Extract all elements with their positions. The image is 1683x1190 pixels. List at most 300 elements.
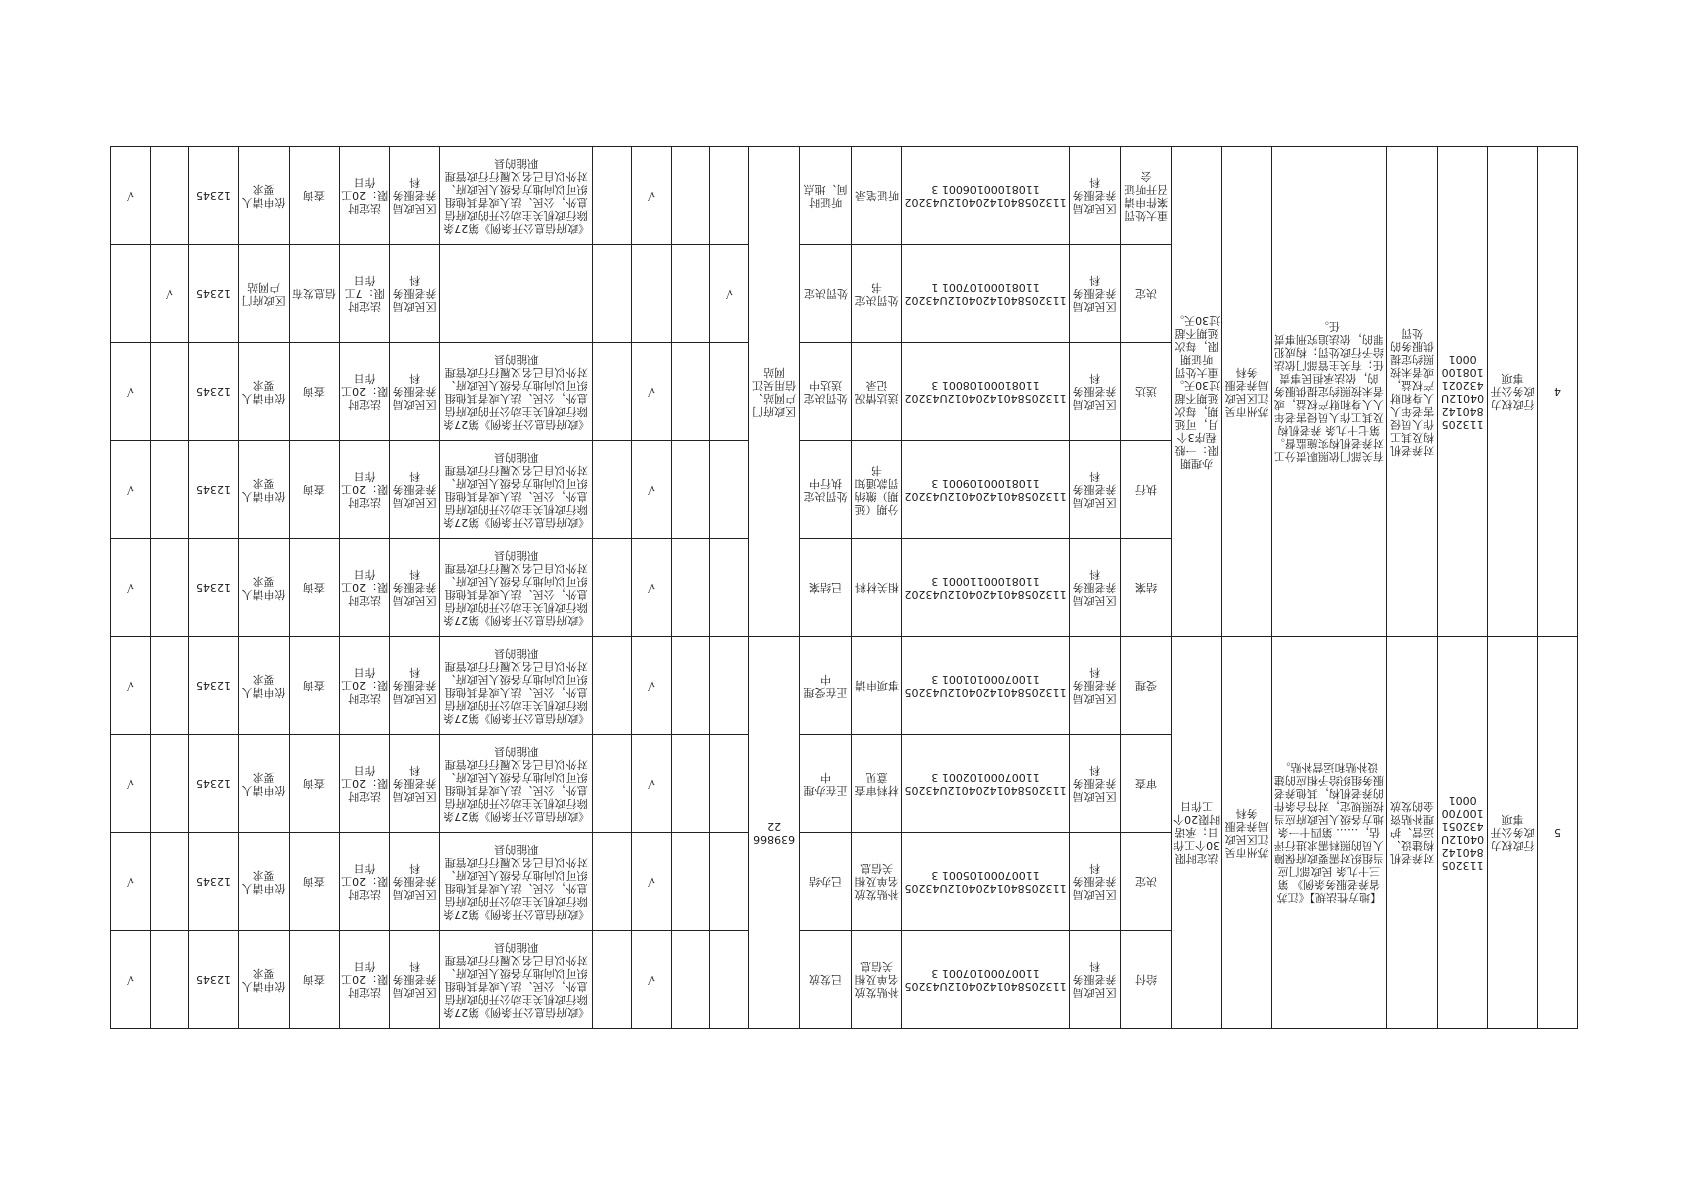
stage-cell [1120,245,1171,343]
deadline-cell [339,539,389,637]
empty-cell [593,735,632,833]
hotline-cell [189,539,239,637]
bodies-cell [389,637,439,735]
code-cell-text: 11320584014204012U4320511007000102001 3 [904,770,1067,797]
status-cell [800,147,852,245]
code-main-cell [1437,637,1487,1029]
site-cell-text: 区政府门户网站、信用吴江网站 [751,365,796,418]
bodies-cell-text: 区民政局养老服务科 [392,666,437,705]
bodies-cell-text: 区民政局养老服务科 [392,372,437,411]
way-cell-text: 依申请人要求 [241,378,286,405]
deadline-cell [339,441,389,539]
code-cell [902,637,1070,735]
hotline-cell [189,637,239,735]
no-cell [1538,637,1578,1029]
check-cell [150,245,189,343]
law-cell [439,245,592,343]
time-cell [1171,147,1221,637]
org-cell [1070,245,1120,343]
deadline-cell [339,735,389,833]
org-cell-text: 苏州市吴江区民政局养老服务科 [1224,365,1269,418]
bodies-cell [389,833,439,931]
status-cell-text: 已发放 [809,973,843,986]
check-cell-text: √ [725,287,733,300]
org-cell [1070,833,1120,931]
law-cell [439,931,592,1029]
no-cell-text: 4 [1554,385,1562,398]
info-cell-text: 相关材料 [854,581,899,594]
empty-cell [671,735,710,833]
deadline-cell [339,343,389,441]
category-cell [1488,147,1538,637]
mode-cell [289,147,339,245]
info-cell [852,147,902,245]
check-cell-text: √ [165,287,173,300]
check-cell-text: √ [126,385,134,398]
law-cell-text: 《政府信息公开条例》第27条 除行政机关主动公开的政府信息外，公民、法人或者其他组织可以向地方各级人民政府、对外以自己名义履行行政管理职能的县 [443,646,590,725]
org-cell-text: 区民政局养老服务科 [1073,176,1117,215]
code-cell-text: 11320584014204012U4320511007000101001 3 [904,672,1067,699]
bodies-cell-text: 区民政局养老服务科 [392,568,437,607]
empty-cell [593,931,632,1029]
name-cell [1386,147,1437,637]
check-cell-text: √ [126,189,134,202]
check-cell [111,833,151,931]
org-cell-text: 苏州市吴江区民政局养老服务科 [1224,806,1269,859]
deadline-cell [339,637,389,735]
hotline-cell-text: 12345 [196,287,232,300]
basis-cell [1271,637,1386,1029]
status-cell-text: 处罚决定 [803,287,848,300]
check-cell [150,539,189,637]
bodies-cell [389,735,439,833]
hotline-cell-text: 12345 [196,973,232,986]
mode-cell-text: 查询 [303,581,326,594]
org-cell-text: 区民政局养老服务科 [1073,470,1117,509]
time-cell-text: 办理期限：一般程序3个月，可延期，每次延期不超过30天。重大处罚听证期限，每次延期不超过30天。 [1172,313,1220,470]
empty-cell [593,637,632,735]
org-cell-text: 区民政局养老服务科 [1073,274,1117,313]
way-cell-text: 依申请人要求 [241,672,286,699]
hotline-cell [189,931,239,1029]
code-main-cell-text: 11320584014204012U4320211081000001 [1440,352,1484,431]
info-cell-text: 材料审查意见 [854,770,899,797]
bodies-cell-text: 区民政局养老服务科 [392,470,437,509]
check-cell [710,637,749,735]
category-cell-text: 行政权力政务公开事项 [1490,813,1535,852]
no-cell-text: 5 [1554,826,1562,839]
law-cell-text: 《政府信息公开条例》第27条 除行政机关主动公开的政府信息外，公民、法人或者其他组织可以向地方各级人民政府、对外以自己名义履行行政管理职能的县 [443,352,590,431]
info-cell-text: 补贴发放名单及相关信息 [854,960,899,999]
check-cell [631,539,671,637]
empty-cell [671,343,710,441]
way-cell [239,245,289,343]
status-cell-text: 处罚决定送达中 [803,378,848,405]
status-cell-text: 正在受理中 [803,672,848,699]
check-cell [710,441,749,539]
mode-cell-text: 查询 [303,189,326,202]
org-cell [1070,637,1120,735]
basis-cell [1271,147,1386,637]
law-cell [439,441,592,539]
bodies-cell-text: 区民政局养老服务科 [392,764,437,803]
check-cell [710,735,749,833]
code-cell-text: 11320584014204012U4320211081000110001 3 [904,574,1067,601]
way-cell-text: 依申请人要求 [241,476,286,503]
check-cell [710,539,749,637]
code-cell-text: 11320584014204012U4320211081000109001 3 [904,476,1067,503]
time-cell-text: 法定时限30个工作日；承诺时限20个工作日 [1172,800,1220,865]
check-cell-text: √ [647,973,655,986]
bodies-cell-text: 区民政局养老服务科 [392,176,437,215]
check-cell-text: √ [647,385,655,398]
info-cell [852,441,902,539]
code-cell [902,245,1070,343]
mode-cell [289,637,339,735]
status-cell [800,735,852,833]
info-cell [852,833,902,931]
check-cell-text: √ [647,189,655,202]
empty-cell [593,343,632,441]
phone-cell [748,637,799,1029]
org-cell-text: 区民政局养老服务科 [1073,764,1117,803]
stage-cell-text: 重大处罚案件申请召开听证会 [1123,169,1168,222]
time-cell [1171,637,1221,1029]
check-cell [631,441,671,539]
org-cell-text: 区民政局养老服务科 [1073,372,1117,411]
category-cell [1488,637,1538,1029]
deadline-cell [339,931,389,1029]
hotline-cell-text: 12345 [196,679,232,692]
check-cell [631,735,671,833]
org-cell [1070,147,1120,245]
code-cell [902,147,1070,245]
code-cell-text: 11320584014204012U4320211081000106001 3 [904,182,1067,209]
stage-cell-text: 执行 [1134,483,1157,496]
status-cell [800,637,852,735]
hotline-cell-text: 12345 [196,189,232,202]
law-cell [439,833,592,931]
code-cell [902,539,1070,637]
org-cell [1070,931,1120,1029]
check-cell [150,931,189,1029]
empty-cell [671,441,710,539]
deadline-cell-text: 法定时限：20工作日 [340,372,388,411]
stage-cell-text: 结案 [1134,581,1157,594]
check-cell [150,833,189,931]
deadline-cell-text: 法定时限：20工作日 [340,666,388,705]
law-cell-text: 《政府信息公开条例》第27条 除行政机关主动公开的政府信息外，公民、法人或者其他组织可以向地方各级人民政府、对外以自己名义履行行政管理职能的县 [443,940,590,1019]
bodies-cell-text: 区民政局养老服务科 [392,862,437,901]
way-cell-text: 依申请人要求 [241,868,286,895]
info-cell [852,637,902,735]
way-cell-text: 依申请人要求 [241,770,286,797]
check-cell-text: √ [647,679,655,692]
name-cell [1386,637,1437,1029]
way-cell [239,637,289,735]
way-cell [239,539,289,637]
hotline-cell-text: 12345 [196,777,232,790]
deadline-cell-text: 法定时限：20工作日 [340,960,388,999]
deadline-cell-text: 法定时限：20工作日 [340,764,388,803]
way-cell [239,441,289,539]
bodies-cell-text: 区民政局养老服务科 [392,274,437,313]
hotline-cell [189,147,239,245]
code-cell [902,931,1070,1029]
org-cell [1070,441,1120,539]
info-cell [852,539,902,637]
info-cell [852,931,902,1029]
info-cell [852,245,902,343]
check-cell [111,735,151,833]
info-cell-text: 送达情况记录 [854,378,899,405]
status-cell [800,343,852,441]
law-cell [439,147,592,245]
bodies-cell [389,245,439,343]
hotline-cell [189,343,239,441]
hotline-cell-text: 12345 [196,385,232,398]
status-cell-text: 听证时间、地点 [803,182,848,209]
way-cell [239,931,289,1029]
way-cell [239,833,289,931]
mode-cell-text: 信息发布 [292,287,337,300]
deadline-cell-text: 法定时限：20工作日 [340,176,388,215]
status-cell-text: 已结案 [809,581,843,594]
mode-cell-text: 查询 [303,385,326,398]
basis-cell-text: 【地方性法规】《江苏省养老服务条例》 第三十九条 民政部门应当组织对需要政府保障人员的照料需求进行评估，…… 第四十一条 地方各级人民政府应当按照规定，对符合条件的养老机构，其他养老服务组织给予相应的建设补贴和运营补贴。 [1273,761,1384,904]
way-cell-text: 依申请人要求 [241,966,286,993]
status-cell-text: 正在办理中 [803,770,848,797]
org-cell [1221,147,1271,637]
stage-cell [1120,833,1171,931]
category-cell-text: 行政权力政务公开事项 [1490,372,1535,411]
empty-cell [671,637,710,735]
org-cell-text: 区民政局养老服务科 [1073,666,1117,705]
check-cell [631,343,671,441]
law-cell-text: 《政府信息公开条例》第27条 除行政机关主动公开的政府信息外，公民、法人或者其他组织可以向地方各级人民政府、对外以自己名义履行行政管理职能的县 [443,450,590,529]
mode-cell [289,931,339,1029]
empty-cell [671,245,710,343]
check-cell [631,245,671,343]
check-cell [631,931,671,1029]
check-cell-text: √ [126,973,134,986]
bodies-cell [389,441,439,539]
mode-cell-text: 查询 [303,483,326,496]
check-cell [150,735,189,833]
bodies-cell-text: 区民政局养老服务科 [392,960,437,999]
name-cell-text: 对养老机构建设、运营、护理补贴资金的发放 [1389,800,1434,865]
deadline-cell [339,245,389,343]
info-cell-text: 处罚决定书 [854,280,899,307]
stage-cell [1120,931,1171,1029]
code-cell [902,833,1070,931]
check-cell [150,147,189,245]
info-cell-text: 事项申请 [854,679,899,692]
code-cell [902,343,1070,441]
check-cell [631,833,671,931]
bodies-cell [389,539,439,637]
status-cell-text: 已办结 [809,875,843,888]
name-cell-text: 对养老机构及其工作人员侵害老年人人身和财产权益，或者未按照约定提供服务的处罚 [1389,326,1434,457]
mode-cell-text: 查询 [303,777,326,790]
check-cell-text: √ [647,777,655,790]
bodies-cell [389,147,439,245]
mode-cell-text: 查询 [303,875,326,888]
empty-cell [671,833,710,931]
bodies-cell [389,343,439,441]
empty-cell [671,931,710,1029]
check-cell [710,245,749,343]
way-cell-text: 依申请人要求 [241,182,286,209]
empty-cell [593,441,632,539]
org-cell-text: 区民政局养老服务科 [1073,960,1117,999]
org-cell [1070,735,1120,833]
org-cell-text: 区民政局养老服务科 [1073,568,1117,607]
org-cell-text: 区民政局养老服务科 [1073,862,1117,901]
hotline-cell [189,833,239,931]
check-cell [150,441,189,539]
empty-cell [671,147,710,245]
law-cell [439,539,592,637]
code-cell-text: 11320584014204012U4320511007000107001 3 [904,966,1067,993]
mode-cell-text: 查询 [303,679,326,692]
mode-cell-text: 查询 [303,973,326,986]
code-cell [902,441,1070,539]
check-cell [710,147,749,245]
check-cell [111,441,151,539]
site-cell [748,147,799,637]
status-cell [800,539,852,637]
check-cell [111,147,151,245]
deadline-cell [339,147,389,245]
law-cell-text: 《政府信息公开条例》第27条 除行政机关主动公开的政府信息外，公民、法人或者其他组织可以向地方各级人民政府、对外以自己名义履行行政管理职能的县 [443,548,590,627]
info-cell-text: 听证笔录 [854,189,899,202]
way-cell-text: 依申请人要求 [241,574,286,601]
hotline-cell [189,735,239,833]
mode-cell [289,833,339,931]
law-cell-text: 《政府信息公开条例》第27条 除行政机关主动公开的政府信息外，公民、法人或者其他组织可以向地方各级人民政府、对外以自己名义履行行政管理职能的县 [443,156,590,235]
org-cell [1070,343,1120,441]
stage-cell [1120,441,1171,539]
check-cell-text: √ [126,875,134,888]
way-cell [239,147,289,245]
code-main-cell [1437,147,1487,637]
info-cell-text: 补贴发放名单及相关信息 [854,862,899,901]
stage-cell-text: 决定 [1134,875,1157,888]
check-cell [710,931,749,1029]
check-cell-text: √ [647,483,655,496]
empty-cell [593,539,632,637]
empty-cell [593,147,632,245]
stage-cell [1120,147,1171,245]
stage-cell [1120,735,1171,833]
law-cell [439,343,592,441]
way-cell-text: 区政府门户网站 [241,280,286,307]
check-cell [111,245,151,343]
stage-cell-text: 审查 [1134,777,1157,790]
law-cell [439,637,592,735]
code-cell [902,735,1070,833]
mode-cell [289,343,339,441]
deadline-cell-text: 法定时限：20工作日 [340,470,388,509]
hotline-cell-text: 12345 [196,581,232,594]
check-cell-text: √ [126,679,134,692]
stage-cell [1120,637,1171,735]
bodies-cell [389,931,439,1029]
deadline-cell-text: 法定时限：7工作日 [344,274,385,313]
check-cell-text: √ [647,875,655,888]
code-main-cell-text: 11320584014204012U4320511007000001 [1440,793,1484,872]
mode-cell [289,245,339,343]
check-cell [150,637,189,735]
law-cell-text: 《政府信息公开条例》第27条 除行政机关主动公开的政府信息外，公民、法人或者其他组织可以向地方各级人民政府、对外以自己名义履行行政管理职能的县 [443,842,590,921]
org-cell [1221,637,1271,1029]
way-cell [239,343,289,441]
hotline-cell-text: 12345 [196,483,232,496]
status-cell [800,931,852,1029]
stage-cell [1120,343,1171,441]
stage-cell-text: 给付 [1134,973,1157,986]
no-cell [1538,147,1578,637]
mode-cell [289,539,339,637]
status-cell [800,245,852,343]
check-cell [710,833,749,931]
status-cell-text: 处罚决定执行中 [803,476,848,503]
code-cell-text: 11320584014204012U4320511007000105001 3 [904,868,1067,895]
check-cell-text: √ [126,581,134,594]
law-cell-text: 《政府信息公开条例》第27条 除行政机关主动公开的政府信息外，公民、法人或者其他组织可以向地方各级人民政府、对外以自己名义履行行政管理职能的县 [443,744,590,823]
phone-cell-text: 63986622 [752,819,795,846]
check-cell [111,343,151,441]
table-row [111,147,1578,245]
stage-cell-text: 决定 [1134,287,1157,300]
info-cell [852,735,902,833]
deadline-cell-text: 法定时限：20工作日 [340,862,388,901]
hotline-cell-text: 12345 [196,875,232,888]
code-cell-text: 11320584014204012U4320211081000108001 3 [904,378,1067,405]
check-cell-text: √ [126,483,134,496]
disclosure-table [110,146,1578,1029]
deadline-cell [339,833,389,931]
check-cell [710,343,749,441]
mode-cell [289,735,339,833]
status-cell [800,833,852,931]
info-cell [852,343,902,441]
hotline-cell [189,245,239,343]
check-cell [150,343,189,441]
check-cell [631,637,671,735]
check-cell [111,931,151,1029]
org-cell [1070,539,1120,637]
stage-cell [1120,539,1171,637]
empty-cell [593,245,632,343]
empty-cell [593,833,632,931]
status-cell [800,441,852,539]
check-cell [111,637,151,735]
code-cell-text: 11320584014204012U4320211081000107001 1 [904,280,1067,307]
law-cell [439,735,592,833]
deadline-cell-text: 法定时限：20工作日 [340,568,388,607]
check-cell [111,539,151,637]
check-cell [631,147,671,245]
check-cell-text: √ [126,777,134,790]
stage-cell-text: 送达 [1134,385,1157,398]
hotline-cell [189,441,239,539]
stage-cell-text: 受理 [1134,679,1157,692]
table-row [111,637,1578,735]
check-cell-text: √ [647,581,655,594]
way-cell [239,735,289,833]
